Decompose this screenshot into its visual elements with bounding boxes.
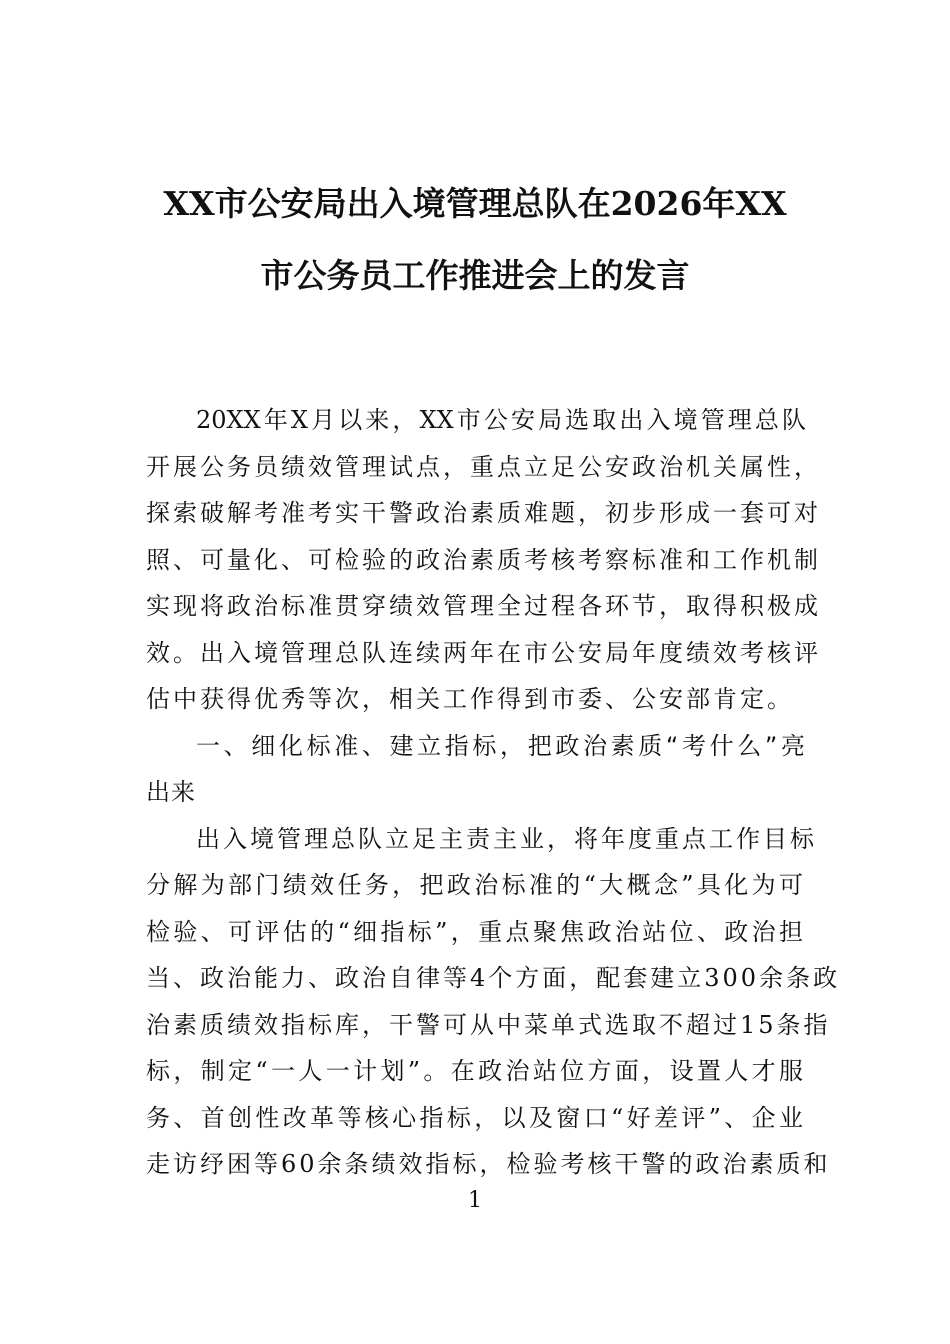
heading-line: 出来 <box>146 778 196 806</box>
paragraph-line: 治素质绩效指标库，干警可从中菜单式选取不超过15条指 <box>146 1010 831 1039</box>
document-body <box>146 397 841 1188</box>
document-title <box>130 168 820 312</box>
paragraph-line: 探索破解考准考实干警政治素质难题，初步形成一套可对 <box>146 499 821 527</box>
paragraph-line: 分解为部门绩效任务，把政治标准的“大概念”具化为可 <box>146 871 806 899</box>
page-number: 1 <box>468 1188 482 1213</box>
paragraph-line: 走访纾困等60余条绩效指标，检验考核干警的政治素质和 <box>146 1150 831 1178</box>
paragraph-line: 务、首创性改革等核心指标，以及窗口“好差评”、企业 <box>146 1103 806 1132</box>
section-heading-1 <box>146 723 806 816</box>
paragraph-line: 估中获得优秀等次，相关工作得到市委、公安部肯定。 <box>146 685 794 713</box>
paragraph-line: 标，制定“一人一计划”。在政治站位方面，设置人才服 <box>146 1057 806 1085</box>
paragraph-line: 开展公务员绩效管理试点，重点立足公安政治机关属性， <box>146 452 821 481</box>
paragraph-line: 20XX年X月以来，XX市公安局选取出入境管理总队 <box>196 406 806 434</box>
paragraph-line: 效。出入境管理总队连续两年在市公安局年度绩效考核评 <box>146 638 821 667</box>
paragraph-line: 实现将政治标准贯穿绩效管理全过程各环节，取得积极成 <box>146 592 821 620</box>
intro-paragraph <box>146 397 821 723</box>
heading-line: 一、细化标准、建立指标，把政治素质“考什么”亮 <box>196 731 806 760</box>
paragraph-line: 出入境管理总队立足主责主业，将年度重点工作目标 <box>196 824 817 853</box>
paragraph-line: 照、可量化、可检验的政治素质考核考察标准和工作机制 <box>146 545 821 574</box>
title-line: XX市公安局出入境管理总队在2026年XX <box>163 184 787 223</box>
paragraph-line: 检验、可评估的“细指标”，重点聚焦政治站位、政治担 <box>146 917 806 946</box>
paragraph-line: 当、政治能力、政治自律等4个方面，配套建立300余条政 <box>146 964 841 992</box>
section-1-paragraph <box>146 816 841 1188</box>
title-line: 市公务员工作推进会上的发言 <box>260 256 690 295</box>
